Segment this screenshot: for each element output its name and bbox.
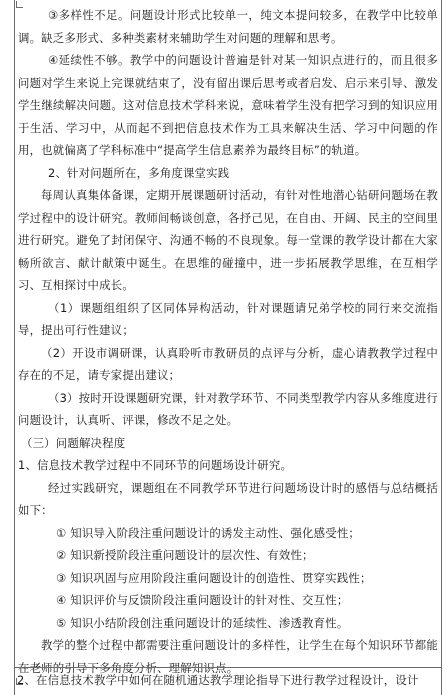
paragraph-lesson-prep: 每周认真集体备课，定期开展课题研讨活动，有针对性地潜心钻研问题场在教学过程中的设计研究。教师间畅谈创意，各抒己见，在自由、开阔、民主的空间里进行研究。避免了封闭保守、沟通不畅的不良现象。每一堂课的教学设计都在大家畅所欲言、献计献策中诞生。在思维的碰撞中，进一步拓展教学思维，在互相学习、互相探讨中成长。 xyxy=(18,188,438,292)
list-item: ⑤ 知识小结阶段创注重问题设计的延续性、渗透教育性。 xyxy=(56,615,349,630)
paragraph-closing: 教学的整个过程中都需要注重问题设计的多样性，让学生在每个知识环节都能在老师的引导下多角度分析、理解知识点。 xyxy=(18,638,438,675)
table-rule xyxy=(14,667,442,668)
subheading-question-design: 1、信息技术教学过程中不同环节的问题场设计研究。 xyxy=(18,458,293,472)
list-item: ② 知识新授阶段注重问题设计的层次性、有效性； xyxy=(56,548,314,562)
paragraph-activity-3: （3）按时开设课题研究课，针对教学环节、不同类型教学内容从多维度进行问题设计，认真听、评课，修改不足之处。 xyxy=(18,390,438,427)
paragraph-diversity: ③多样性不足。问题设计形式比较单一，纯文本提问较多，在教学中比较单调。缺乏多形式、多种类素材来辅助学生对问题的理解和思考。 xyxy=(18,8,438,45)
document-page xyxy=(14,0,442,695)
list-item: ③ 知识巩固与应用阶段注重问题设计的创造性、贯穿实践性； xyxy=(56,570,372,585)
section-heading-practice: 2、针对问题所在，多角度课堂实践 xyxy=(48,165,230,180)
next-section-line: 2、在信息技术教学中如何在随机通达教学理论指导下进行教学过程设计，设计 xyxy=(17,673,419,687)
stage-list xyxy=(18,522,438,635)
list-item: ① 知识导入阶段注重问题设计的诱发主动性、强化感受性； xyxy=(56,525,360,540)
paragraph-activity-2: （2）开设市调研课，认真聆听市教研员的点评与分析，虚心请教教学过程中存在的不足，请专家提出建议； xyxy=(18,345,438,382)
paragraph-activity-1: （1）课题组组织了区同体异构活动，针对课题请兄弟学校的同行来交流指导，提出可行性建议； xyxy=(18,300,438,337)
paragraph-continuity: ④延续性不够。教学中的问题设计普遍是针对某一知识点进行的，而且很多问题对学生来说上完课就结束了，没有留出课后思考或者启发、启示来引导、激发学生继续解决问题。这对信息技术学科来说，意味着学生没有把学习到的知识应用于生活、学习中，从而起不到把信息技术作为工具来解决生活、学习中问题的作用，也就偏离了学科标准中“提高学生信息素养为最终目标”的轨道。 xyxy=(18,53,438,157)
section-heading-resolution: （三）问题解决程度 xyxy=(21,435,126,450)
document-body xyxy=(18,4,438,679)
paragraph-summary-intro: 经过实践研究，课题组在不同教学环节进行问题场设计时的感悟与总结概括如下： xyxy=(18,480,438,517)
list-item: ④ 知识评价与反馈阶段注重问题设计的针对性、交互性； xyxy=(56,593,349,607)
